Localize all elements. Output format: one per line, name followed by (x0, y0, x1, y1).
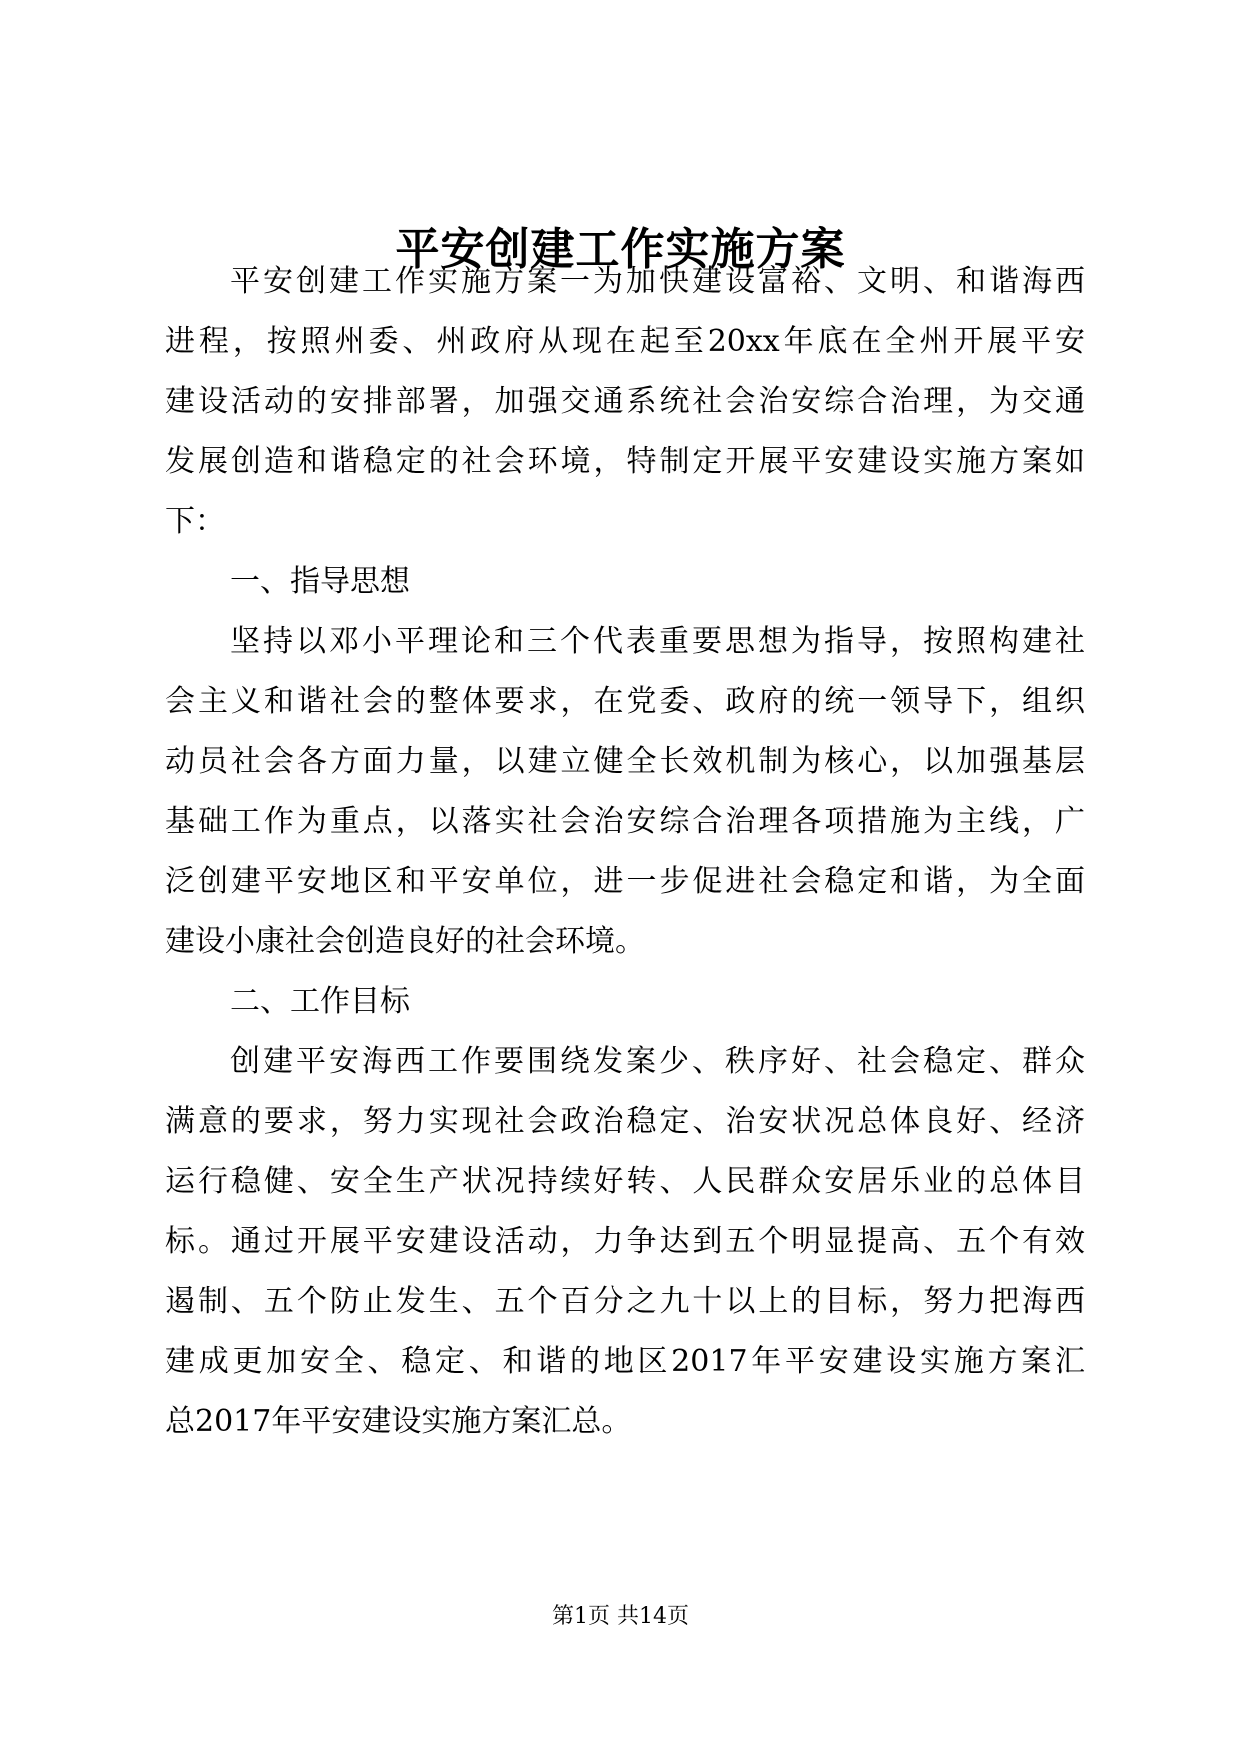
body-line: 建设活动的安排部署，加强交通系统社会治安综合治理，为交通 (165, 384, 1085, 419)
body-line: 标。通过开展平安建设活动，力争达到五个明显提高、五个有效 (165, 1224, 1085, 1259)
body-line: 建成更加安全、稳定、和谐的地区2017年平安建设实施方案汇 (165, 1344, 1085, 1379)
body-line: 泛创建平安地区和平安单位，进一步促进社会稳定和谐，为全面 (165, 864, 1085, 899)
body-line: 满意的要求，努力实现社会政治稳定、治安状况总体良好、经济 (165, 1104, 1085, 1139)
body-line: 会主义和谐社会的整体要求，在党委、政府的统一领导下，组织 (165, 684, 1085, 719)
body-line: 遏制、五个防止发生、五个百分之九十以上的目标，努力把海西 (165, 1284, 1085, 1319)
body-line: 建设小康社会创造良好的社会环境。 (165, 924, 645, 959)
body-line: 总2017年平安建设实施方案汇总。 (165, 1404, 632, 1439)
section-heading: 一、指导思想 (230, 564, 410, 599)
section-heading: 二、工作目标 (230, 984, 410, 1019)
body-line: 动员社会各方面力量，以建立健全长效机制为核心，以加强基层 (165, 744, 1085, 779)
body-line: 创建平安海西工作要围绕发案少、秩序好、社会稳定、群众 (230, 1044, 1085, 1079)
body-line: 下： (165, 504, 225, 539)
body-line: 运行稳健、安全生产状况持续好转、人民群众安居乐业的总体目 (165, 1164, 1085, 1199)
body-line: 发展创造和谐稳定的社会环境，特制定开展平安建设实施方案如 (165, 444, 1085, 479)
body-line: 进程，按照州委、州政府从现在起至20xx年底在全州开展平安 (165, 324, 1085, 359)
document-title: 平安创建工作实施方案 (395, 224, 846, 275)
body-line: 基础工作为重点，以落实社会治安综合治理各项措施为主线，广 (165, 804, 1085, 839)
body-line: 坚持以邓小平理论和三个代表重要思想为指导，按照构建社 (230, 624, 1085, 659)
body-line: 平安创建工作实施方案一为加快建设富裕、文明、和谐海西 (230, 264, 1085, 299)
page-number-footer: 第1页 共14页 (552, 1604, 689, 1629)
